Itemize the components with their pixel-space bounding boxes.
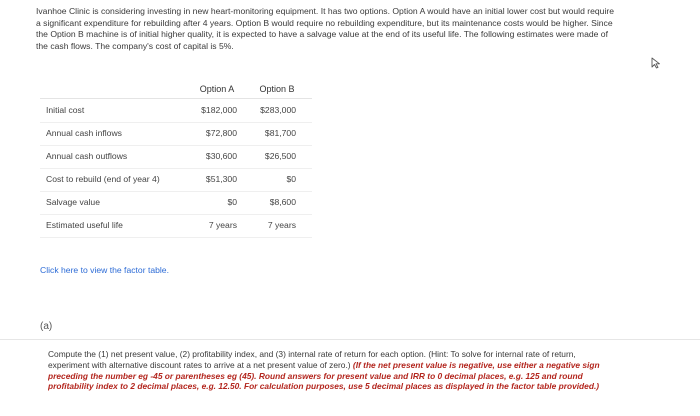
instructions-text: Compute the (1) net present value, (2) profitability index, and (3) internal rate of return for each option. (Hint: To solve for internal rate of return, experiment with alternative discount rates to arrive at a net present value of zero.) [48, 349, 576, 370]
row-label: Annual cash inflows [46, 128, 122, 138]
table-row-annual-cash-outflows [40, 145, 312, 169]
table-row-annual-cash-inflows [40, 122, 312, 146]
row-label: Estimated useful life [46, 220, 123, 230]
option-a-value: 7 years [208, 220, 237, 230]
option-b-value: $283,000 [260, 105, 296, 115]
problem-intro: Ivanhoe Clinic is considering investing in new heart-monitoring equipment. It has two options. Option A would have an initial lower cost but would require a significant expenditure for rebuilding after 4 years. Option B would require no rebuilding expenditure, but its maintenance costs would be higher. Since the Option B machine is of initial higher quality, it is expected to have a salvage value at the end of its useful life. The following estimates were made of the cash flows. The company's cost of capital is 5%. [36, 6, 615, 51]
factor-table-link[interactable]: Click here to view the factor table. [40, 265, 169, 275]
row-label: Initial cost [46, 105, 85, 115]
table-row-initial-cost [40, 99, 312, 123]
row-label: Annual cash outflows [46, 151, 128, 161]
row-label: Salvage value [46, 197, 100, 207]
column-header-option-b: Option B [259, 84, 295, 94]
section-divider [0, 339, 700, 340]
option-b-value: $8,600 [269, 197, 296, 207]
table-row-estimated-useful-life [40, 214, 312, 238]
option-a-value: $0 [227, 197, 237, 207]
part-a-label: (a) [40, 321, 53, 332]
option-a-value: $72,800 [205, 128, 237, 138]
part-a-instructions [48, 349, 618, 416]
row-label: Cost to rebuild (end of year 4) [46, 174, 160, 184]
option-b-value: $81,700 [264, 128, 296, 138]
option-b-value: 7 years [267, 220, 296, 230]
option-b-value: $26,500 [264, 151, 296, 161]
column-header-option-a: Option A [199, 84, 235, 94]
option-a-value: $51,300 [205, 174, 237, 184]
table-row-cost-to-rebuild [40, 168, 312, 192]
instructions-rounding-hint: (If the net present value is negative, use either a negative sign preceding the number eg -45 or parentheses eg (45). Round answers for present value and IRR to 0 decimal places, e.g. 125 and round profitability index to 2 decimal places, e.g. 12.50. For calculation purposes, use 5 decimal places as displayed in the factor table provided.) [48, 359, 600, 392]
mouse-pointer-icon [651, 57, 663, 69]
option-b-value: $0 [286, 174, 296, 184]
table-row-salvage-value [40, 191, 312, 215]
option-a-value: $30,600 [205, 151, 237, 161]
option-a-value: $182,000 [201, 105, 237, 115]
